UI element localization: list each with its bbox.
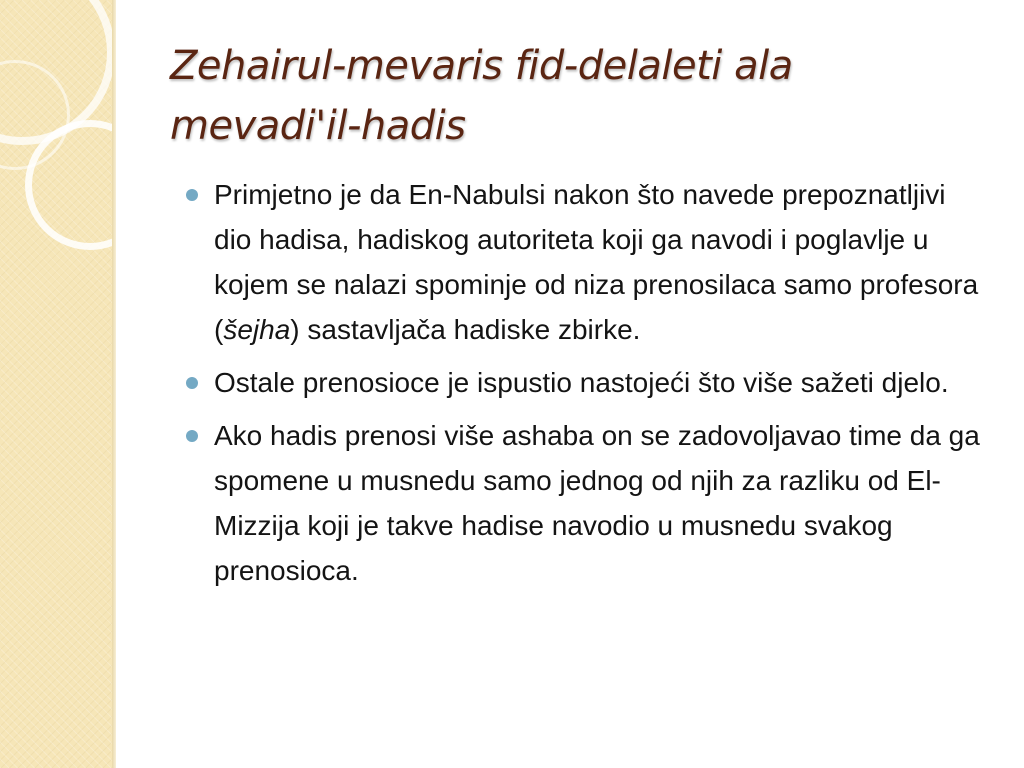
- bullet-list: [182, 172, 982, 601]
- bullet-dot-icon: [186, 189, 198, 201]
- bullet-emphasis: šejha: [223, 314, 291, 345]
- bullet-text: Ostale prenosioce je ispustio nastojeći što više sažeti djelo.: [214, 367, 949, 398]
- bullet-text: Ako hadis prenosi više ashaba on se zadovoljavao time da ga spomene u musnedu samo jednog od njih za razliku od El-Mizzija koji je takve hadise navodio u musnedu svakog prenosioca.: [214, 420, 980, 586]
- bullet-item-1: [182, 172, 982, 352]
- bullet-item-3: [182, 413, 982, 593]
- bullet-dot-icon: [186, 430, 198, 442]
- side-panel-edge: [112, 0, 116, 768]
- bullet-text: ) sastavljača hadiske zbirke.: [290, 314, 641, 345]
- bullet-dot-icon: [186, 377, 198, 389]
- bullet-item-2: [182, 360, 982, 405]
- decorative-side-panel: [0, 0, 112, 768]
- slide-title: Zehairul-mevaris fid-delaleti ala mevadi'il-hadis: [170, 43, 793, 149]
- bullet-text: Primjetno je da En-Nabulsi nakon što navede prepoznatljivi dio hadisa, hadiskog autoriteta koji ga navodi i poglavlje u kojem se nalazi spominje od niza prenosilaca samo profesora (: [214, 179, 979, 345]
